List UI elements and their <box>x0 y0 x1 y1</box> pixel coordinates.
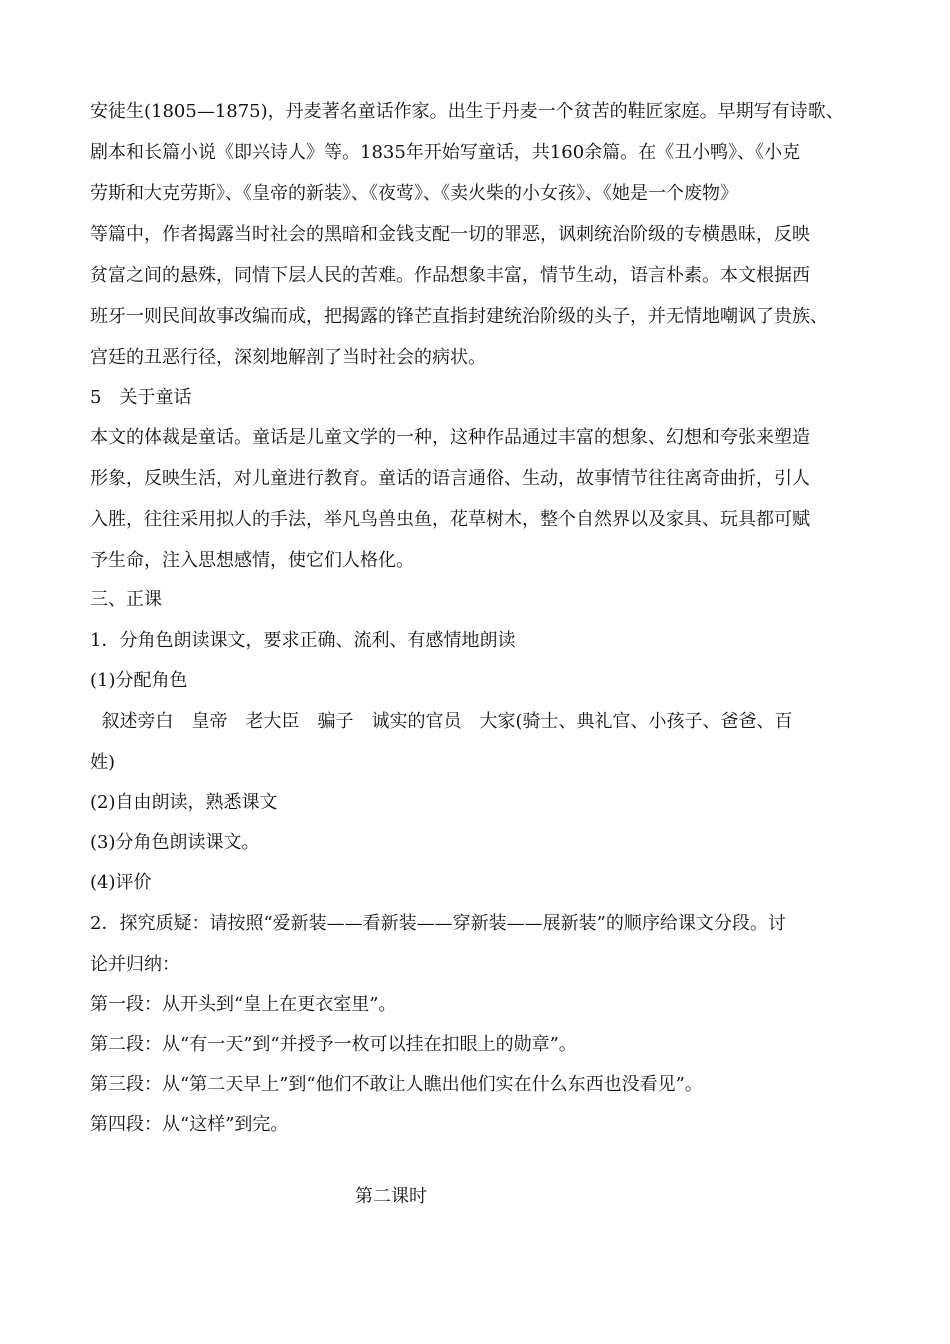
list-item-continued: 论并归纳： <box>90 954 180 975</box>
segment-line: 第三段：从“第二天早上”到“他们不敢让人瞧出他们实在什么东西也没看见”。 <box>90 1074 703 1095</box>
section-heading-fairy-tale: 5 关于童话 <box>90 387 192 408</box>
list-item: 1．分角色朗读课文，要求正确、流利、有感情地朗读 <box>90 630 516 651</box>
paragraph-line: 入胜，往往采用拟人的手法，举凡鸟兽虫鱼，花草树木，整个自然界以及家具、玩具都可赋 <box>90 509 810 530</box>
segment-line: 第一段：从开头到“皇上在更衣室里”。 <box>90 994 397 1015</box>
paragraph-line: 剧本和长篇小说《即兴诗人》等。1835年开始写童话，共160余篇。在《丑小鸭》、《小克 <box>90 142 801 163</box>
paragraph-line: 贫富之间的悬殊，同情下层人民的苦难。作品想象丰富，情节生动，语言朴素。本文根据西 <box>90 265 810 286</box>
paragraph-line: 劳斯和大克劳斯》、《皇帝的新装》、《夜莺》、《卖火柴的小女孩》、《她是一个废物》 <box>90 183 738 204</box>
list-item: (3)分角色朗读课文。 <box>90 832 260 853</box>
list-item: (1)分配角色 <box>90 670 188 691</box>
paragraph-line: 予生命，注入思想感情，使它们人格化。 <box>90 550 414 571</box>
paragraph-line: 等篇中，作者揭露当时社会的黑暗和金钱支配一切的罪恶，讽刺统治阶级的专横愚昧，反映 <box>90 224 810 245</box>
paragraph-line: 形象，反映生活，对儿童进行教育。童话的语言通俗、生动，故事情节往往离奇曲折，引人 <box>90 468 810 489</box>
list-item: (4)评价 <box>90 872 152 893</box>
paragraph-line: 宫廷的丑恶行径，深刻地解剖了当时社会的病状。 <box>90 347 486 368</box>
segment-line: 第二段：从“有一天”到“并授予一枚可以挂在扣眼上的勋章”。 <box>90 1034 577 1055</box>
paragraph-line: 班牙一则民间故事改编而成，把揭露的锋芒直指封建统治阶级的头子，并无情地嘲讽了贵族、 <box>90 306 828 327</box>
paragraph-line: 本文的体裁是童话。童话是儿童文学的一种，这种作品通过丰富的想象、幻想和夸张来塑造 <box>90 427 810 448</box>
paragraph-line: 安徒生(1805—1875)，丹麦著名童话作家。出生于丹麦一个贫苦的鞋匠家庭。早期写有诗歌、 <box>90 101 844 122</box>
list-item: (2)自由朗读，熟悉课文 <box>90 792 278 813</box>
section-title-second-lesson: 第二课时 <box>355 1186 427 1207</box>
list-item: 2．探究质疑：请按照“爱新装——看新装——穿新装——展新装”的顺序给课文分段。讨 <box>90 913 786 934</box>
segment-line: 第四段：从“这样”到完。 <box>90 1114 289 1135</box>
roles-line-continued: 姓) <box>90 752 116 773</box>
section-heading-main-lesson: 三、正课 <box>90 589 162 610</box>
roles-line: 叙述旁白 皇帝 老大臣 骗子 诚实的官员 大家(骑士、典礼官、小孩子、爸爸、百 <box>90 711 793 732</box>
